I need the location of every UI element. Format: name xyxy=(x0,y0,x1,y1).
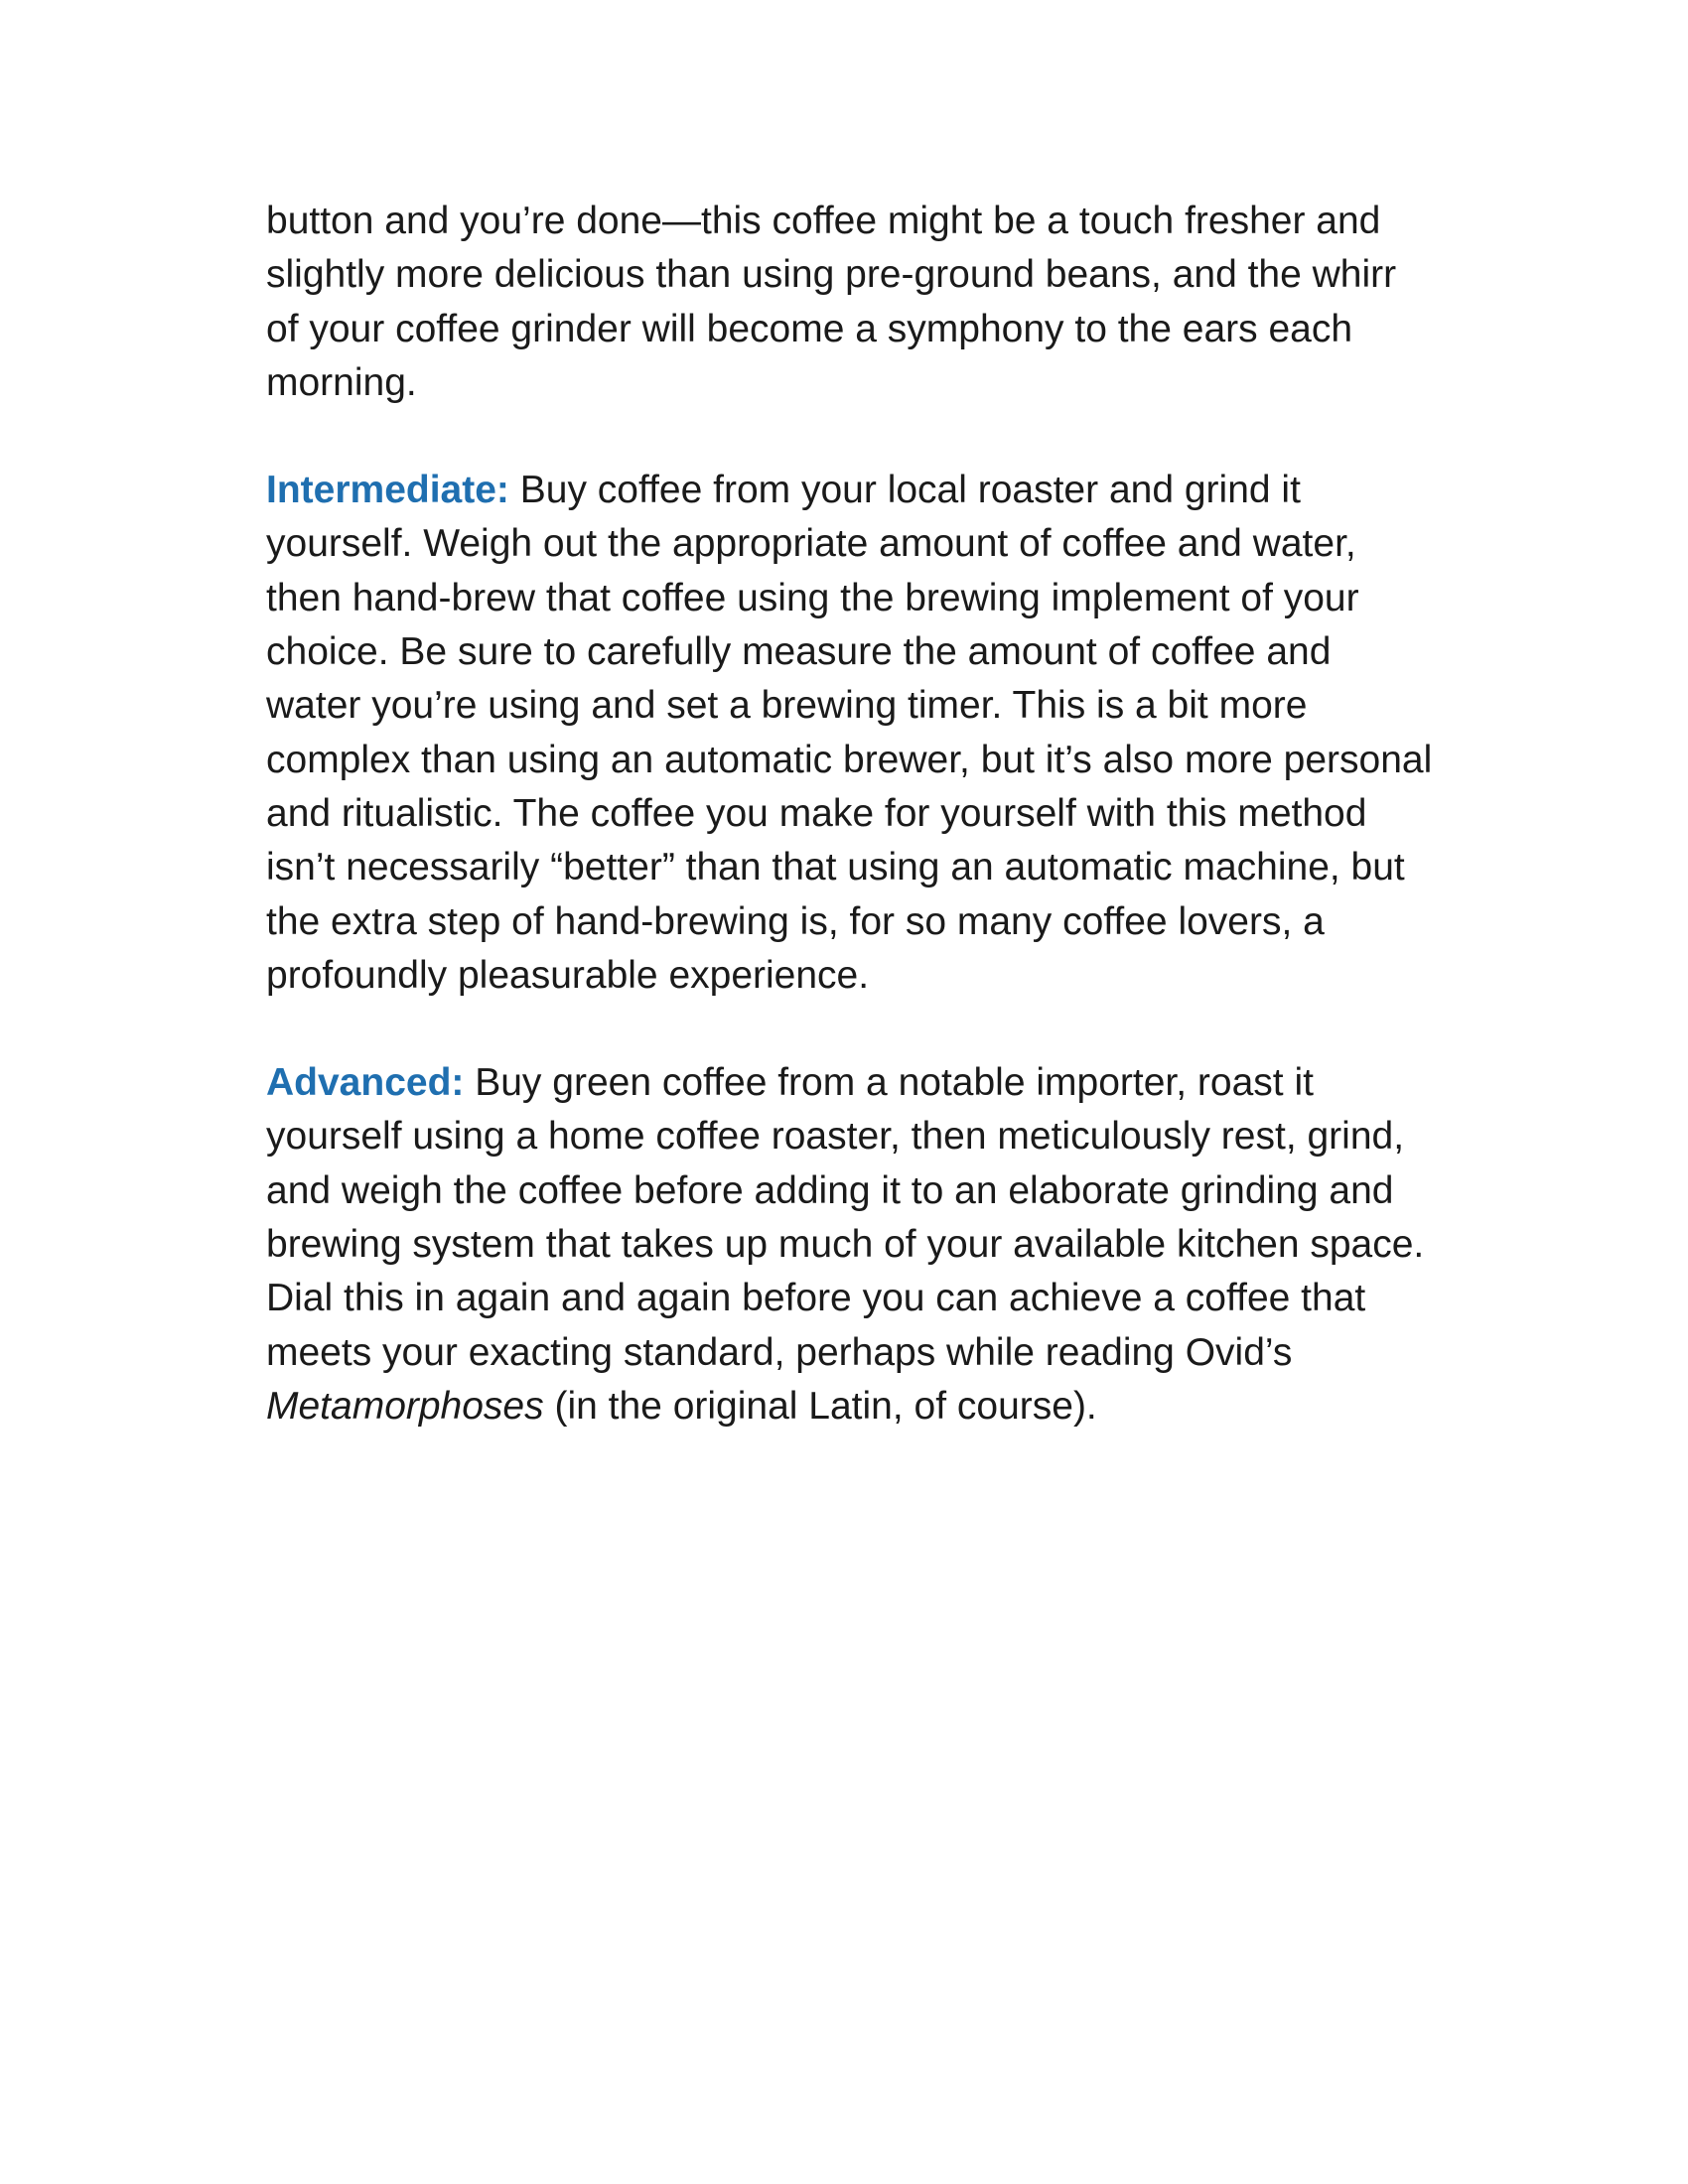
paragraph-continuation-text: button and you’re done—this coffee might be a touch fresher and slightly more delicious than using pre-ground beans, and the whirr of your coffee grinder will become a symphony to the ears each morning. xyxy=(266,200,1397,404)
paragraph-intermediate xyxy=(266,464,1433,1003)
body-text xyxy=(266,195,1433,1487)
book-title: Metamorphoses xyxy=(266,1384,544,1428)
intermediate-label: Intermediate: xyxy=(266,469,509,512)
advanced-label: Advanced: xyxy=(266,1061,465,1105)
paragraph-advanced xyxy=(266,1056,1433,1433)
paragraph-continuation xyxy=(266,195,1433,410)
intermediate-text: Buy coffee from your local roaster and grind it yourself. Weigh out the appropriate amount of coffee and water, then hand-brew that coffee using the brewing implement of your choice. Be sure to carefully measure the amount of coffee and water you’re using and set a brewing timer. This is a bit more complex than using an automatic brewer, but it’s also more personal and ritualistic. The coffee you make for yourself with this method isn’t necessarily “better” than that using an automatic machine, but the extra step of hand-brewing is, for so many coffee lovers, a profoundly pleasurable experience. xyxy=(266,469,1433,997)
advanced-text-after: (in the original Latin, of course). xyxy=(543,1384,1097,1428)
advanced-text-before: Buy green coffee from a notable importer, roast it yourself using a home coffee roaster, then meticulously rest, grind, and weigh the coffee before adding it to an elaborate grinding and brewing system that takes up much of your available kitchen space. Dial this in again and again before you can achieve a coffee that meets your exacting standard, perhaps while reading Ovid’s xyxy=(266,1061,1425,1374)
